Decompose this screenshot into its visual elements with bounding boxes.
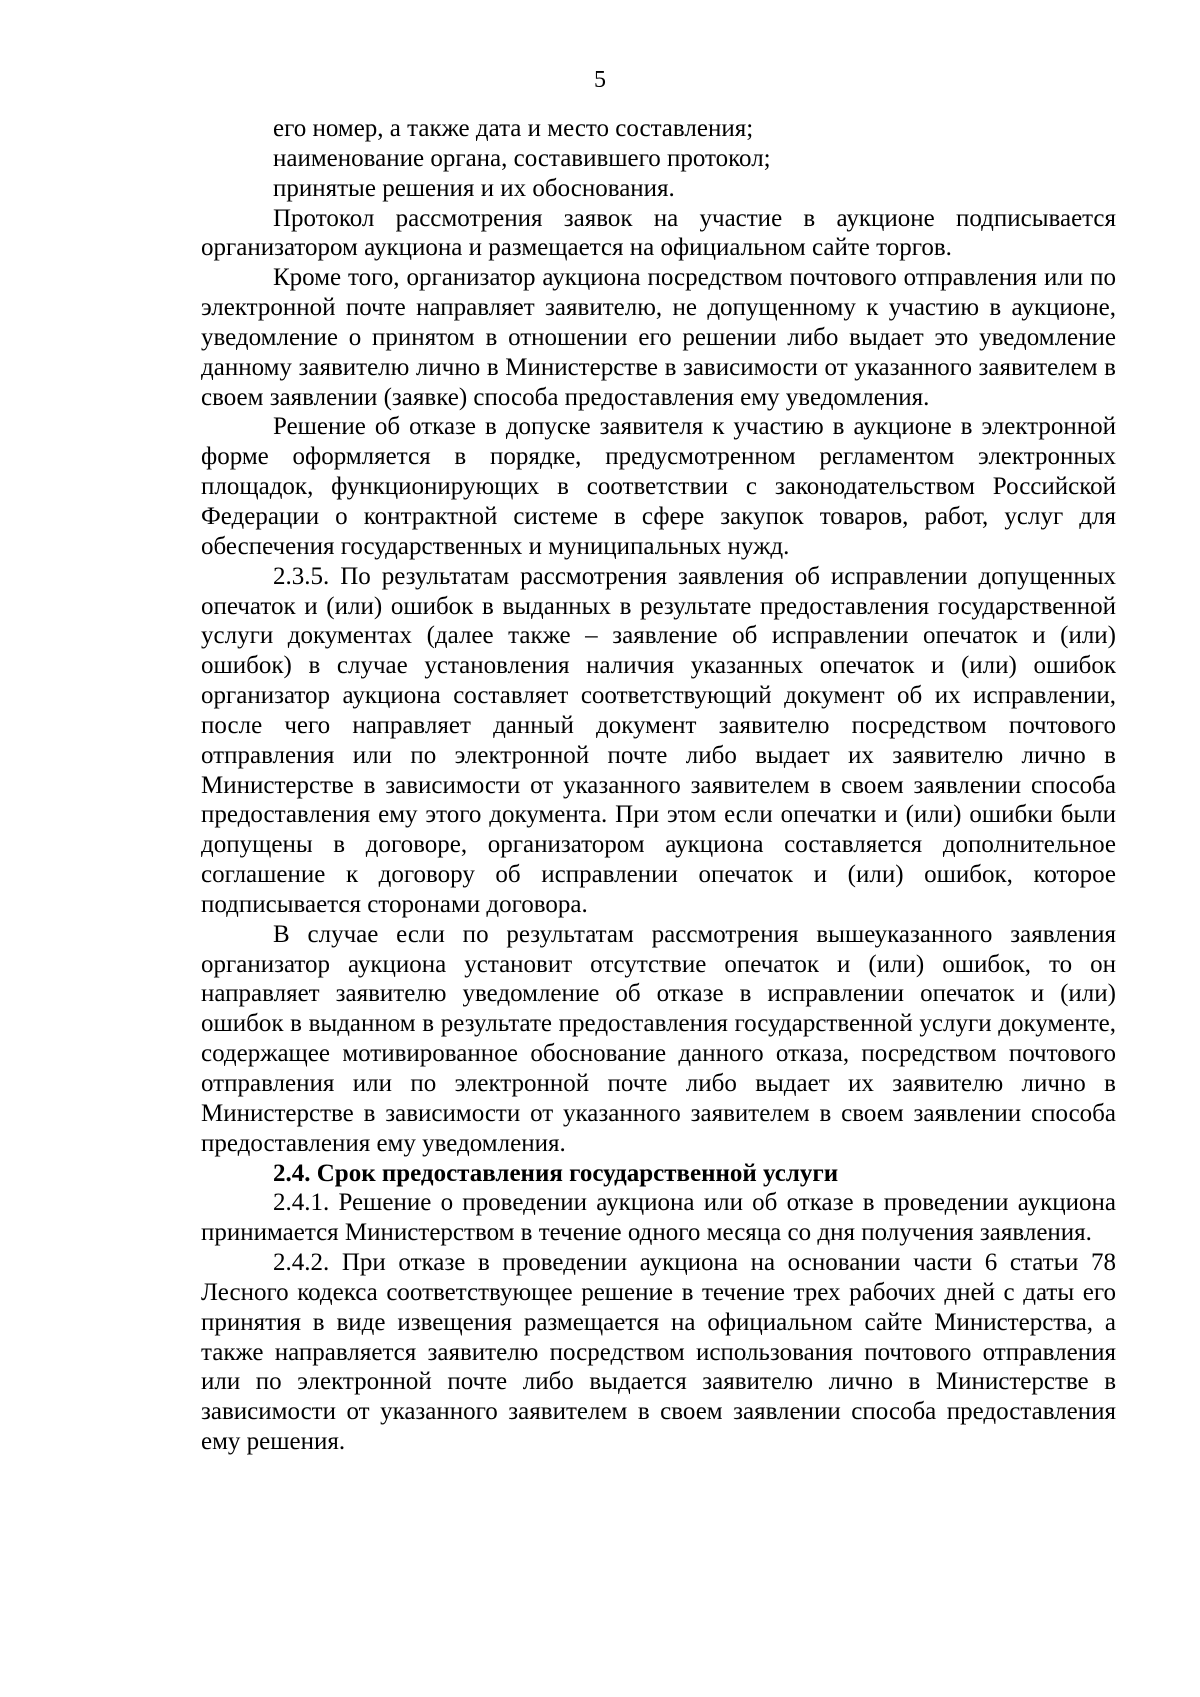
paragraph-refusal-admission: Решение об отказе в допуске заявителя к участию в аукционе в электронной форме оформляется в порядке, предусмотренном регламентом электронных площадок, функционирующих в соответствии с законодательством Российской Федерации о контрактной системе в сфере закупок товаров, работ, услуг для обеспечения государственных и муниципальных нужд. [201,413,1116,560]
paragraph-protocol-signing: Протокол рассмотрения заявок на участие в аукционе подписывается организатором аукциона и размещается на официальном сайте торгов. [201,204,1116,262]
paragraph-organ-name: наименование органа, составившего протокол; [273,144,771,172]
page-number: 5 [594,67,606,93]
document-body [201,114,1116,1457]
paragraph-decisions: принятые решения и их обоснования. [273,174,675,202]
paragraph-protocol-number: его номер, а также дата и место составления; [273,115,754,142]
paragraph-2-4-1: 2.4.1. Решение о проведении аукциона или об отказе в проведении аукциона принимается Министерством в течение одного месяца со дня получения заявления. [201,1189,1116,1247]
paragraph-notification: Кроме того, организатор аукциона посредством почтового отправления или по электронной почте направляет заявителю, не допущенному к участию в аукционе, уведомление о принятом в отношении его решении либо выдает это уведомление данному заявителю лично в Министерстве в зависимости от указанного заявителем в своем заявлении (заявке) способа предоставления ему уведомления. [201,264,1116,411]
paragraph-2-4-2: 2.4.2. При отказе в проведении аукциона на основании части 6 статьи 78 Лесного кодекса соответствующее решение в течение трех рабочих дней с даты его принятия в виде извещения размещается на официальном сайте Министерства, а также направляется заявителю посредством использования почтового отправления или по электронной почте либо выдается заявителю лично в Министерстве в зависимости от указанного заявителем в своем заявлении способа предоставления ему решения. [201,1249,1116,1456]
paragraph-no-errors-case: В случае если по результатам рассмотрения вышеуказанного заявления организатор аукциона установит отсутствие опечаток и (или) ошибок, то он направляет заявителю уведомление об отказе в исправлении опечаток и (или) ошибок в выданном в результате предоставления государственной услуги документе, содержащее мотивированное обоснование данного отказа, посредством почтового отправления или по электронной почте либо выдает их заявителю лично в Министерстве в зависимости от указанного заявителем в своем заявлении способа предоставления ему уведомления. [201,920,1116,1157]
section-heading-2-4: 2.4. Срок предоставления государственной услуги [273,1159,839,1187]
paragraph-2-3-5: 2.3.5. По результатам рассмотрения заявления об исправлении допущенных опечаток и (или) ошибок в выданных в результате предоставления государственной услуги документах (далее также – заявление об исправлении опечаток и (или) ошибок) в случае установления наличия указанных опечаток и (или) ошибок организатор аукциона составляет соответствующий документ об их исправлении, после чего направляет данный документ заявителю посредством почтового отправления или по электронной почте либо выдает их заявителю лично в Министерстве в зависимости от указанного заявителем в своем заявлении способа предоставления ему этого документа. При этом если опечатки и (или) ошибки были допущены в договоре, организатором аукциона составляется дополнительное соглашение к договору об исправлении опечаток и (или) ошибок, которое подписывается сторонами договора. [201,562,1116,918]
